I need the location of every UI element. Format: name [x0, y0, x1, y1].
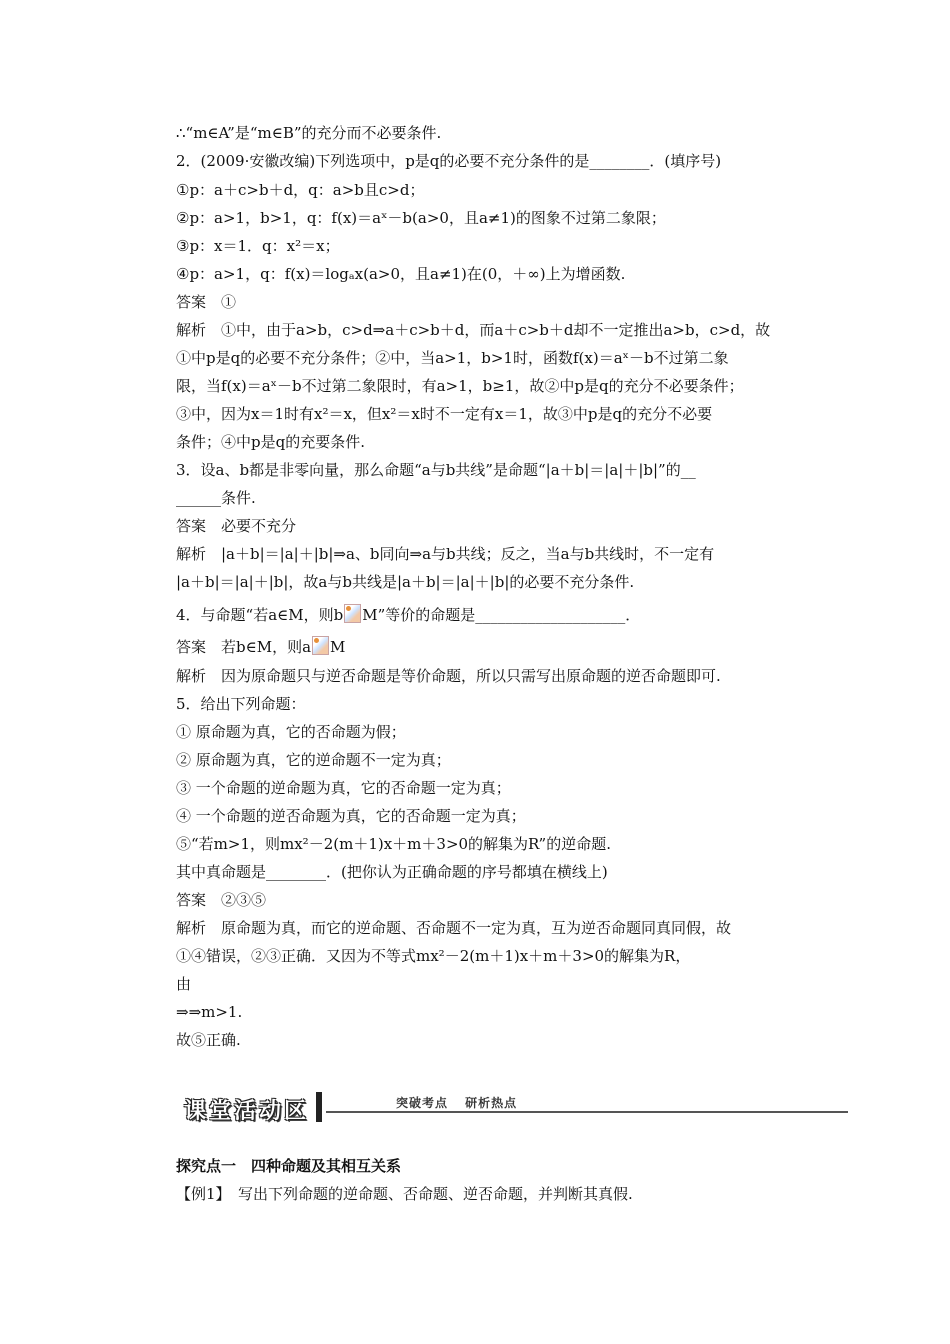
text-line: ③ 一个命题的逆命题为真，它的否命题一定为真； [176, 779, 511, 797]
text-line: 答案 ① [176, 293, 237, 311]
text-line: 答案 必要不充分 [176, 517, 297, 535]
not-element-symbol-icon [312, 636, 329, 655]
text-line: ③p：x＝1．q：x²＝x； [176, 237, 340, 255]
text-line: ④p：a>1，q：f(x)＝logₐx(a>0，且a≠1)在(0，＋∞)上为增函数. [176, 265, 626, 283]
banner-divider [316, 1092, 322, 1122]
text-line: ______条件. [176, 489, 256, 507]
not-element-symbol-icon [344, 604, 361, 623]
answer-4-suffix: M [330, 638, 346, 656]
text-line: ⑤“若m>1，则mx²－2(m＋1)x＋m＋3>0的解集为R”的逆命题. [176, 835, 611, 853]
banner-title: 课堂活动区 [184, 1099, 310, 1124]
text-line: 限，当f(x)＝aˣ－b不过第二象限时，有a>1，b≥1，故②中p是q的充分不必要条件； [176, 377, 744, 395]
text-line: 其中真命题是________．(把你认为正确命题的序号都填在横线上) [176, 863, 608, 881]
text-line: 解析 ①中，由于a>b，c>d⇒a＋c>b＋d，而a＋c>b＋d却不一定推出a>b，c>d，故 [176, 321, 771, 339]
text-line: ③中，因为x＝1时有x²＝x，但x²＝x时不一定有x＝1，故③中p是q的充分不必要 [176, 405, 713, 423]
section-heading: 探究点一 四种命题及其相互关系 [176, 1157, 402, 1175]
text-line: 解析 因为原命题只与逆否命题是等价命题，所以只需写出原命题的逆否命题即可. [176, 667, 721, 685]
question-4-suffix: M”等价的命题是____________________． [362, 606, 641, 624]
text-line: 解析 |a＋b|＝|a|＋|b|⇒a、b同向⇒a与b共线；反之，当a与b共线时，不一定有 [176, 545, 715, 563]
text-line: 解析 原命题为真，而它的逆命题、否命题不一定为真，互为逆否命题同真同假，故 [176, 919, 732, 937]
question-4-prefix: 4．与命题“若a∈M，则b [176, 606, 344, 624]
text-line: ① 原命题为真，它的否命题为假； [176, 723, 406, 741]
text-line: 5．给出下列命题： [176, 695, 306, 713]
text-line: ①④错误，②③正确．又因为不等式mx²－2(m＋1)x＋m＋3>0的解集为R， [176, 947, 691, 965]
example-1: 【例1】 写出下列命题的逆命题、否命题、逆否命题，并判断其真假. [176, 1185, 633, 1203]
answer-4 [176, 636, 345, 657]
question-4 [176, 604, 640, 625]
answer-4-prefix: 答案 若b∈M，则a [176, 638, 312, 656]
text-line: ② 原命题为真，它的逆命题不一定为真； [176, 751, 451, 769]
banner-rule [326, 1111, 848, 1113]
text-line: ∴“m∈A”是“m∈B”的充分而不必要条件. [176, 124, 442, 142]
text-line: ②p：a>1，b>1，q：f(x)＝aˣ－b(a>0，且a≠1)的图象不过第二象限； [176, 209, 666, 227]
text-line: 答案 ②③⑤ [176, 891, 267, 909]
text-line: 故⑤正确. [176, 1031, 241, 1049]
text-line: ①中p是q的必要不充分条件；②中，当a>1，b>1时，函数f(x)＝aˣ－b不过第二象 [176, 349, 729, 367]
banner-subtitle: 突破考点 研析热点 [396, 1096, 518, 1110]
text-line: ①p：a＋c>b＋d，q：a>b且c>d； [176, 181, 425, 199]
text-line: 2．(2009·安徽改编)下列选项中，p是q的必要不充分条件的是________．(填序号) [176, 152, 722, 170]
text-line: 3．设a、b都是非零向量，那么命题“a与b共线”是命题“|a＋b|＝|a|＋|b|”的__ [176, 461, 696, 479]
text-line: ④ 一个命题的逆否命题为真，它的否命题一定为真； [176, 807, 526, 825]
text-line: ⇒⇒m>1. [176, 1003, 243, 1021]
text-line: 条件；④中p是q的充要条件. [176, 433, 365, 451]
section-banner [176, 1088, 848, 1128]
text-line: |a＋b|＝|a|＋|b|，故a与b共线是|a＋b|＝|a|＋|b|的必要不充分条件. [176, 573, 635, 591]
text-line: 由 [176, 975, 192, 993]
